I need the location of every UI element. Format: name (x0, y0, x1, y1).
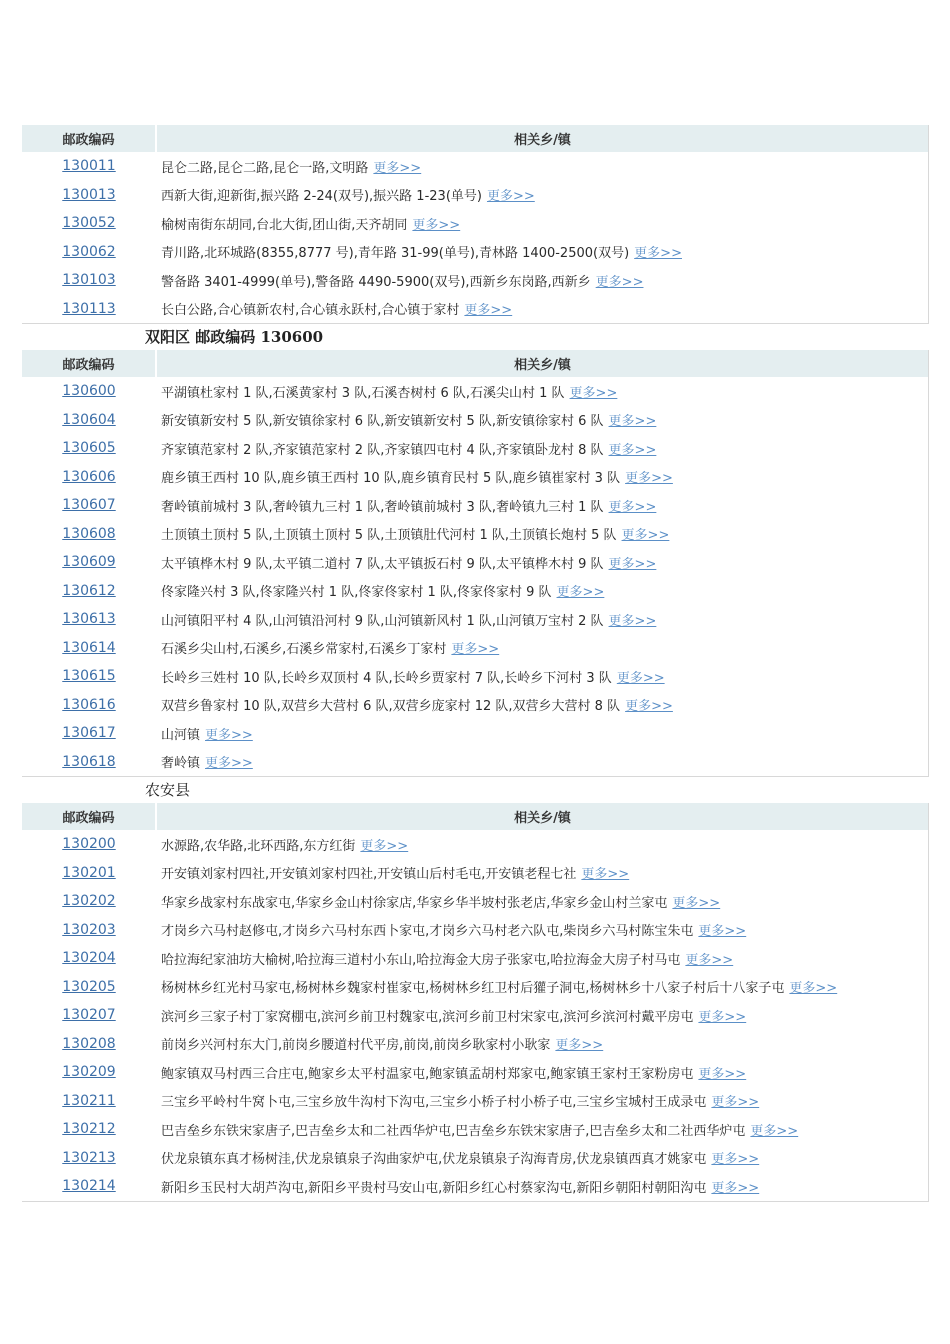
postal-code-table (22, 803, 929, 1202)
area-cell (156, 209, 929, 238)
table-row (22, 1058, 929, 1087)
table-row (22, 152, 929, 181)
area-cell (156, 605, 929, 634)
table-header-row (22, 350, 929, 377)
document-body (22, 125, 929, 1202)
area-text: 山河镇阳平村 4 队,山河镇沿河村 9 队,山河镇新风村 1 队,山河镇万宝村 2 队 (161, 613, 604, 629)
table-row (22, 491, 929, 520)
postal-code-link[interactable]: 130600 (62, 383, 116, 400)
more-link[interactable]: 更多>> (205, 756, 253, 772)
postal-code-link[interactable]: 130609 (62, 554, 116, 571)
area-text: 新阳乡玉民村大胡芦沟屯,新阳乡平贵村马安山屯,新阳乡红心村蔡家沟屯,新阳乡朝阳村朝阳沟屯 (161, 1180, 707, 1196)
area-cell (156, 887, 929, 916)
area-cell (156, 181, 929, 210)
more-link[interactable]: 更多>> (625, 471, 673, 487)
area-cell (156, 1172, 929, 1201)
area-text: 土顶镇土顶村 5 队,土顶镇土顶村 5 队,土顶镇肚代河村 1 队,土顶镇长炮村 5 队 (161, 528, 617, 544)
table-row (22, 691, 929, 720)
postal-code-cell (22, 1115, 156, 1144)
more-link[interactable]: 更多>> (698, 1066, 747, 1082)
postal-code-cell (22, 152, 156, 181)
postal-code-link[interactable]: 130209 (62, 1064, 116, 1081)
postal-code-link[interactable]: 130618 (62, 753, 116, 770)
area-header: 相关乡/镇 (156, 803, 929, 830)
postal-code-cell (22, 830, 156, 859)
area-cell (156, 719, 929, 748)
postal-code-link[interactable]: 130613 (62, 611, 116, 628)
postal-code-link[interactable]: 130211 (62, 1092, 116, 1109)
more-link[interactable]: 更多>> (634, 246, 682, 262)
area-cell (156, 662, 929, 691)
table-row (22, 209, 929, 238)
area-cell (156, 548, 929, 577)
postal-code-header: 邮政编码 (22, 125, 156, 152)
postal-code-link[interactable]: 130103 (62, 272, 116, 289)
postal-code-link[interactable]: 130605 (62, 440, 116, 457)
more-link[interactable]: 更多>> (205, 727, 253, 743)
table-row (22, 295, 929, 324)
area-cell (156, 491, 929, 520)
postal-section (22, 125, 929, 324)
area-cell (156, 944, 929, 973)
more-link[interactable]: 更多>> (373, 160, 422, 176)
more-link[interactable]: 更多>> (556, 585, 605, 601)
postal-code-cell (22, 295, 156, 324)
postal-code-link[interactable]: 130202 (62, 893, 116, 910)
postal-code-link[interactable]: 130208 (62, 1035, 116, 1052)
table-row (22, 377, 929, 406)
postal-code-cell (22, 859, 156, 888)
area-cell (156, 295, 929, 324)
postal-code-cell (22, 973, 156, 1002)
area-cell (156, 1058, 929, 1087)
postal-code-cell (22, 463, 156, 492)
table-row (22, 634, 929, 663)
table-row (22, 916, 929, 945)
more-link[interactable]: 更多>> (711, 1095, 760, 1111)
more-link[interactable]: 更多>> (595, 274, 644, 290)
area-text: 榆树南街东胡同,台北大街,团山街,天齐胡同 (161, 217, 408, 233)
postal-section (22, 324, 929, 777)
postal-code-cell (22, 605, 156, 634)
more-link[interactable]: 更多>> (412, 217, 461, 233)
table-row (22, 973, 929, 1002)
more-link[interactable]: 更多>> (711, 1180, 760, 1196)
area-text: 奢岭镇 (161, 756, 201, 772)
more-link[interactable]: 更多>> (608, 442, 657, 458)
more-link[interactable]: 更多>> (608, 414, 657, 430)
table-row (22, 463, 929, 492)
area-text: 巴吉垒乡东铁宋家唐子,巴吉垒乡太和二社西华炉屯,巴吉垒乡东铁宋家唐子,巴吉垒乡太和二社西华炉屯 (161, 1123, 746, 1139)
postal-code-cell (22, 691, 156, 720)
more-link[interactable]: 更多>> (464, 303, 513, 319)
table-row (22, 1001, 929, 1030)
postal-code-link[interactable]: 130200 (62, 836, 116, 853)
area-text: 水源路,农华路,北环西路,东方红街 (161, 838, 356, 854)
more-link[interactable]: 更多>> (625, 699, 673, 715)
area-text: 长岭乡三姓村 10 队,长岭乡双顶村 4 队,长岭乡贾家村 7 队,长岭乡下河村 3 队 (161, 670, 612, 686)
more-link[interactable]: 更多>> (621, 528, 670, 544)
more-link[interactable]: 更多>> (360, 838, 409, 854)
postal-section (22, 777, 929, 1202)
area-cell (156, 1030, 929, 1059)
postal-code-cell (22, 1001, 156, 1030)
table-row (22, 520, 929, 549)
more-link[interactable]: 更多>> (672, 895, 721, 911)
postal-code-link[interactable]: 130013 (62, 186, 116, 203)
area-text: 警备路 3401-4999(单号),警备路 4490-5900(双号),西新乡东岗路,西新乡 (161, 274, 591, 290)
area-text: 双营乡鲁家村 10 队,双营乡大营村 6 队,双营乡庞家村 12 队,双营乡大营村 8 队 (161, 699, 621, 715)
postal-code-cell (22, 377, 156, 406)
postal-code-link[interactable]: 130617 (62, 725, 116, 742)
more-link[interactable]: 更多>> (608, 499, 657, 515)
section-title: 双阳区 邮政编码 130600 (145, 328, 324, 346)
postal-code-link[interactable]: 130204 (62, 950, 116, 967)
table-row (22, 719, 929, 748)
area-text: 三宝乡平岭村牛窝卜屯,三宝乡放牛沟村下沟屯,三宝乡小桥子村小桥子屯,三宝乡宝城村王成录屯 (161, 1095, 707, 1111)
table-row (22, 577, 929, 606)
area-cell (156, 1087, 929, 1116)
area-text: 奢岭镇前城村 3 队,奢岭镇九三村 1 队,奢岭镇前城村 3 队,奢岭镇九三村 1 队 (161, 499, 604, 515)
area-cell (156, 577, 929, 606)
area-text: 开安镇刘家村四社,开安镇刘家村四社,开安镇山后村毛屯,开安镇老程七社 (161, 867, 577, 883)
table-row (22, 1144, 929, 1173)
table-row (22, 605, 929, 634)
more-link[interactable]: 更多>> (451, 642, 500, 658)
postal-code-cell (22, 406, 156, 435)
postal-code-cell (22, 944, 156, 973)
table-row (22, 1030, 929, 1059)
postal-code-cell (22, 887, 156, 916)
table-row (22, 1172, 929, 1201)
postal-code-table (22, 125, 929, 324)
postal-code-link[interactable]: 130205 (62, 978, 116, 995)
postal-code-cell (22, 577, 156, 606)
area-text: 华家乡战家村东战家屯,华家乡金山村徐家店,华家乡华半坡村张老店,华家乡金山村兰家屯 (161, 895, 668, 911)
postal-code-header: 邮政编码 (22, 350, 156, 377)
area-cell (156, 973, 929, 1002)
postal-code-cell (22, 266, 156, 295)
area-cell (156, 1001, 929, 1030)
postal-code-link[interactable]: 130062 (62, 243, 116, 260)
table-row (22, 266, 929, 295)
postal-code-cell (22, 238, 156, 267)
more-link[interactable]: 更多>> (569, 385, 618, 401)
more-link[interactable]: 更多>> (685, 952, 734, 968)
area-header: 相关乡/镇 (156, 125, 929, 152)
postal-code-link[interactable]: 130011 (62, 158, 116, 175)
area-text: 长白公路,合心镇新农村,合心镇永跃村,合心镇于家村 (161, 303, 460, 319)
more-link[interactable]: 更多>> (750, 1123, 799, 1139)
area-cell (156, 266, 929, 295)
postal-code-link[interactable]: 130113 (62, 300, 116, 317)
area-text: 前岗乡兴河村东大门,前岗乡腰道村代平房,前岗,前岗乡耿家村小耿家 (161, 1038, 551, 1054)
area-cell (156, 1115, 929, 1144)
area-header: 相关乡/镇 (156, 350, 929, 377)
section-title: 农安县 (145, 781, 191, 799)
postal-code-link[interactable]: 130052 (62, 215, 116, 232)
more-link[interactable]: 更多>> (581, 867, 630, 883)
more-link[interactable]: 更多>> (608, 556, 657, 572)
area-text: 西新大街,迎新街,振兴路 2-24(双号),振兴路 1-23(单号) (161, 189, 482, 205)
table-row (22, 548, 929, 577)
postal-code-cell (22, 916, 156, 945)
postal-code-cell (22, 719, 156, 748)
area-cell (156, 1144, 929, 1173)
area-cell (156, 520, 929, 549)
more-link[interactable]: 更多>> (789, 981, 838, 997)
area-cell (156, 691, 929, 720)
postal-code-link[interactable]: 130615 (62, 668, 116, 685)
area-text: 哈拉海纪家油坊大榆树,哈拉海三道村小东山,哈拉海金大房子张家屯,哈拉海金大房子村马屯 (161, 952, 681, 968)
table-header-row (22, 125, 929, 152)
area-cell (156, 916, 929, 945)
area-text: 新安镇新安村 5 队,新安镇徐家村 6 队,新安镇新安村 5 队,新安镇徐家村 6 队 (161, 414, 604, 430)
more-link[interactable]: 更多>> (486, 189, 535, 205)
table-row (22, 748, 929, 777)
postal-code-cell (22, 181, 156, 210)
postal-code-link[interactable]: 130203 (62, 921, 116, 938)
area-text: 杨树林乡红光村马家屯,杨树林乡魏家村崔家屯,杨树林乡红卫村后獾子洞屯,杨树林乡十八家子村后十八家子屯 (161, 981, 785, 997)
postal-code-link[interactable]: 130606 (62, 468, 116, 485)
area-cell (156, 152, 929, 181)
postal-code-link[interactable]: 130616 (62, 696, 116, 713)
area-text: 石溪乡尖山村,石溪乡,石溪乡常家村,石溪乡丁家村 (161, 642, 447, 658)
table-row (22, 238, 929, 267)
table-row (22, 434, 929, 463)
postal-code-link[interactable]: 130213 (62, 1149, 116, 1166)
area-cell (156, 463, 929, 492)
postal-code-cell (22, 434, 156, 463)
postal-code-cell (22, 520, 156, 549)
postal-code-link[interactable]: 130607 (62, 497, 116, 514)
table-row (22, 181, 929, 210)
postal-code-cell (22, 1030, 156, 1059)
postal-code-cell (22, 1058, 156, 1087)
area-text: 昆仑二路,昆仑二路,昆仑一路,文明路 (161, 160, 369, 176)
table-row (22, 944, 929, 973)
postal-code-link[interactable]: 130614 (62, 639, 116, 656)
table-row (22, 662, 929, 691)
postal-code-link[interactable]: 130604 (62, 411, 116, 428)
postal-code-link[interactable]: 130207 (62, 1007, 116, 1024)
postal-code-link[interactable]: 130612 (62, 582, 116, 599)
postal-code-cell (22, 748, 156, 777)
postal-code-cell (22, 1172, 156, 1201)
area-cell (156, 748, 929, 777)
postal-code-cell (22, 1144, 156, 1173)
area-text: 青川路,北环城路(8355,8777 号),青年路 31-99(单号),青林路 1400-2500(双号) (161, 246, 630, 262)
postal-code-link[interactable]: 130214 (62, 1178, 116, 1195)
area-cell (156, 238, 929, 267)
area-text: 太平镇桦木村 9 队,太平镇二道村 7 队,太平镇扳石村 9 队,太平镇桦木村 9 队 (161, 556, 604, 572)
postal-code-cell (22, 634, 156, 663)
postal-code-link[interactable]: 130212 (62, 1121, 116, 1138)
more-link[interactable]: 更多>> (698, 924, 747, 940)
area-cell (156, 859, 929, 888)
table-row (22, 406, 929, 435)
area-text: 鲍家镇双马村西三合庄屯,鲍家乡太平村温家屯,鲍家镇孟胡村郑家屯,鲍家镇王家村王家粉房屯 (161, 1066, 694, 1082)
area-text: 鹿乡镇王西村 10 队,鹿乡镇王西村 10 队,鹿乡镇育民村 5 队,鹿乡镇崔家村 3 队 (161, 471, 621, 487)
postal-code-cell (22, 548, 156, 577)
postal-code-cell (22, 662, 156, 691)
area-cell (156, 406, 929, 435)
area-cell (156, 634, 929, 663)
postal-code-header: 邮政编码 (22, 803, 156, 830)
area-text: 平湖镇杜家村 1 队,石溪黄家村 3 队,石溪杏树村 6 队,石溪尖山村 1 队 (161, 385, 565, 401)
table-row (22, 1087, 929, 1116)
area-text: 齐家镇范家村 2 队,齐家镇范家村 2 队,齐家镇四屯村 4 队,齐家镇卧龙村 8 队 (161, 442, 604, 458)
table-row (22, 1115, 929, 1144)
postal-code-cell (22, 209, 156, 238)
postal-code-link[interactable]: 130608 (62, 525, 116, 542)
area-text: 滨河乡三家子村丁家窝棚屯,滨河乡前卫村魏家屯,滨河乡前卫村宋家屯,滨河乡滨河村戴平房屯 (161, 1009, 694, 1025)
more-link[interactable]: 更多>> (616, 670, 665, 686)
area-text: 山河镇 (161, 727, 201, 743)
area-text: 佟家隆兴村 3 队,佟家隆兴村 1 队,佟家佟家村 1 队,佟家佟家村 9 队 (161, 585, 552, 601)
area-text: 才岗乡六马村赵修屯,才岗乡六马村东西卜家屯,才岗乡六马村老六队屯,柴岗乡六马村陈宝朱屯 (161, 924, 694, 940)
postal-code-cell (22, 491, 156, 520)
area-cell (156, 830, 929, 859)
more-link[interactable]: 更多>> (711, 1152, 760, 1168)
table-header-row (22, 803, 929, 830)
table-row (22, 859, 929, 888)
postal-code-table (22, 350, 929, 777)
area-text: 伏龙泉镇东真才杨树洼,伏龙泉镇泉子沟曲家炉屯,伏龙泉镇泉子沟海青房,伏龙泉镇西真才姚家屯 (161, 1152, 707, 1168)
more-link[interactable]: 更多>> (608, 613, 657, 629)
postal-code-link[interactable]: 130201 (62, 864, 116, 881)
table-row (22, 830, 929, 859)
table-row (22, 887, 929, 916)
more-link[interactable]: 更多>> (698, 1009, 747, 1025)
area-cell (156, 434, 929, 463)
postal-code-cell (22, 1087, 156, 1116)
more-link[interactable]: 更多>> (555, 1038, 604, 1054)
area-cell (156, 377, 929, 406)
